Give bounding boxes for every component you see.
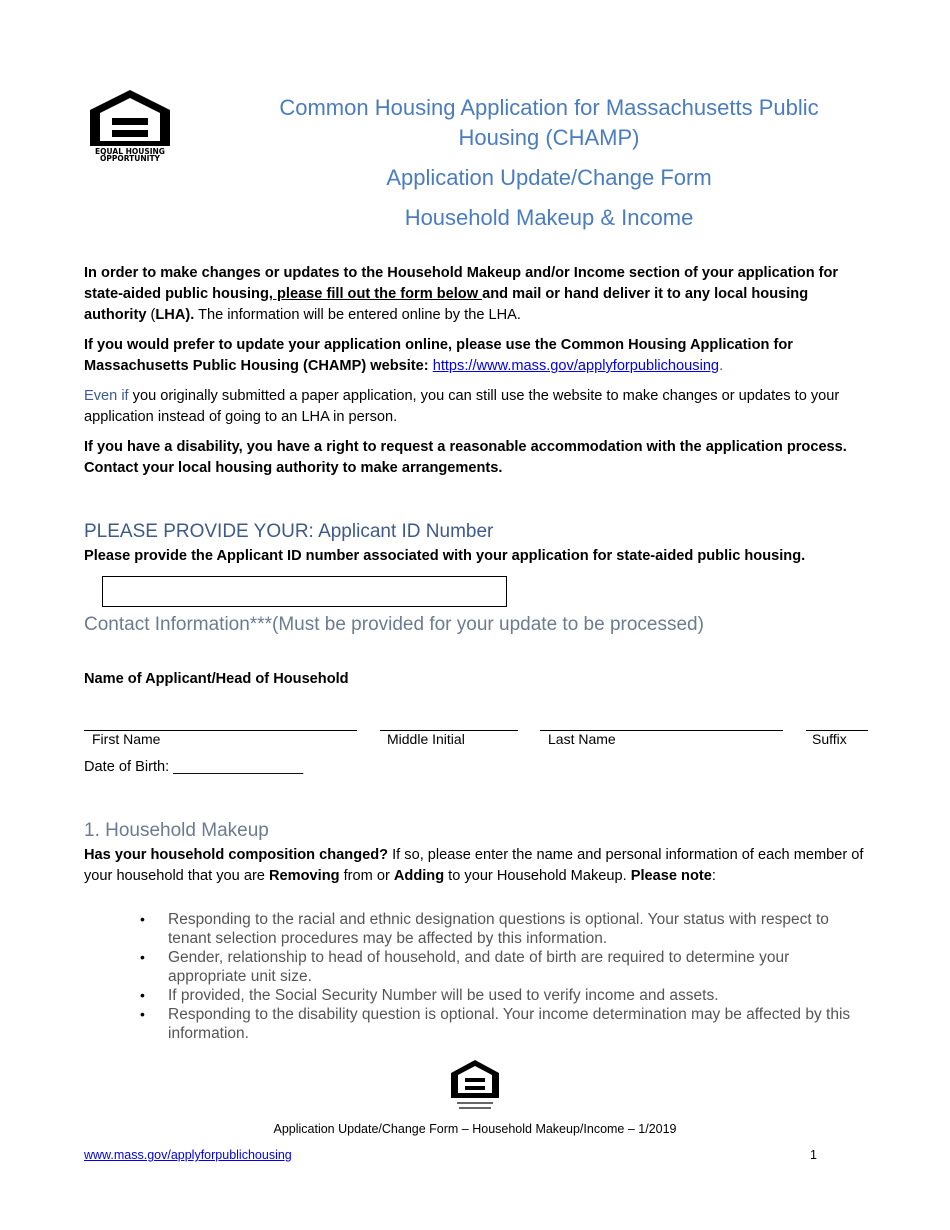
page-number: 1 [810, 1148, 817, 1162]
applicant-id-instruction: Please provide the Applicant ID number associated with your application for state-aided public housing. [84, 548, 806, 564]
form-subtitle: Application Update/Change Form [386, 165, 712, 190]
form-title: Common Housing Application for Massachusetts Public Housing (CHAMP) [279, 95, 819, 150]
intro-paragraph-3: Even if you originally submitted a paper application, you can still use the website to make changes or updates to your application instead of going to an LHA in person. [84, 388, 840, 425]
household-notes-list [140, 910, 870, 1043]
applicant-id-heading: PLEASE PROVIDE YOUR: Applicant ID Number [84, 521, 494, 542]
contact-info-heading: Contact Information***(Must be provided for your update to be processed) [84, 614, 704, 635]
household-question: Has your household composition changed? If so, please enter the name and personal information of each member of your household that you are Removing from or Adding to your Household Makeup. Please note: [84, 847, 864, 884]
date-of-birth-field[interactable]: Date of Birth: ________________ [84, 759, 304, 775]
svg-text:EQUAL HOUSING: EQUAL HOUSING [95, 147, 165, 156]
intro-paragraph-1: In order to make changes or updates to the Household Makeup and/or Income section of your application for state-aided public housing, please fill out the form below and mail or hand deliver it to any local housing authority (LHA). The information will be entered online by the LHA. [84, 265, 839, 323]
list-item: • If provided, the Social Security Number will be used to verify income and assets. [140, 987, 719, 1004]
list-item: • Responding to the racial and ethnic designation questions is optional. Your status with respect to tenant selection procedures may be affected by this information. [140, 911, 829, 947]
middle-initial-label: Middle Initial [387, 731, 465, 747]
footer-form-name: Application Update/Change Form – Household Makeup/Income – 1/2019 [273, 1122, 677, 1136]
household-makeup-heading: 1. Household Makeup [84, 820, 269, 841]
equal-housing-footer-logo [449, 1058, 501, 1112]
footer-website-link[interactable]: www.mass.gov/applyforpublichousing [84, 1148, 292, 1162]
last-name-label: Last Name [548, 731, 616, 747]
equal-housing-logo [86, 88, 174, 162]
svg-text:OPPORTUNITY: OPPORTUNITY [99, 154, 161, 162]
disability-notice: If you have a disability, you have a right to request a reasonable accommodation with the application process. Contact your local housing authority to make arrangements. [84, 439, 847, 476]
intro-paragraph-2: If you would prefer to update your application online, please use the Common Housing Application for Massachusetts Public Housing (CHAMP) website: https://www.mass.gov/applyforpublichousing. [84, 337, 793, 374]
applicant-id-input[interactable] [102, 576, 507, 607]
list-item: • Responding to the disability question is optional. Your income determination may be affected by this information. [140, 1006, 851, 1042]
list-item: • Gender, relationship to head of household, and date of birth are required to determine your appropriate unit size. [140, 949, 790, 985]
form-section-title: Household Makeup & Income [404, 205, 694, 230]
first-name-label: First Name [92, 731, 161, 747]
champ-website-link[interactable]: https://www.mass.gov/applyforpublichousing [432, 358, 720, 374]
suffix-label: Suffix [812, 731, 847, 747]
applicant-name-label: Name of Applicant/Head of Household [84, 671, 349, 687]
